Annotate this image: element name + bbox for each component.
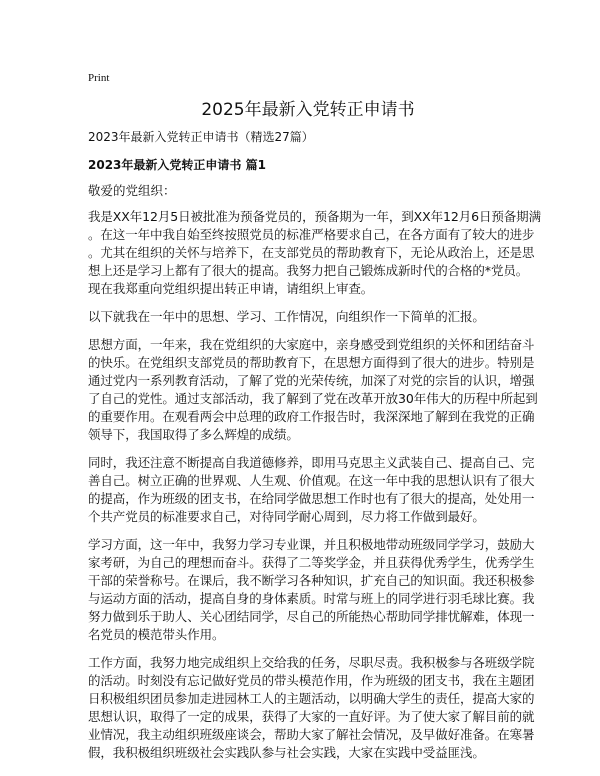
paragraph-line: 假，我积极组织班级社会实践队参与社会实践，大家在实践中受益匪浅。 <box>88 745 485 760</box>
paragraph <box>88 454 535 526</box>
paragraph-line: 与运动方面的活动，提高自身的身体素质。时常与班上的同学进行羽毛球比赛。我 <box>88 591 535 606</box>
greeting: 敬爱的党组织： <box>88 183 176 198</box>
paragraph-line: 的重要作用。在观看两会中总理的政府工作报告时，我深深地了解到在我党的正确 <box>88 409 535 424</box>
paragraph-line: 以下就我在一年中的思想、学习、工作情况，向组织作一下简单的汇报。 <box>88 309 485 324</box>
paragraph-line: 努力做到乐于助人、关心团结同学，尽自己的所能热心帮助同学排忧解难，体现一 <box>88 609 535 624</box>
paragraph-line: 善自己。树立正确的世界观、人生观、价值观。在这一年中我的思想认识有了很大 <box>88 473 535 488</box>
paragraph <box>88 336 538 444</box>
paragraph-line: 的快乐。在党组织支部党员的帮助教育下，在思想方面得到了很大的进步。特别是 <box>88 355 535 370</box>
paragraph-line: 的活动。时刻没有忘记做好党员的带头模范作用，作为班级的团支书，我在主题团 <box>88 673 535 688</box>
paragraph <box>88 208 541 298</box>
paragraph-line: 名党员的模范带头作用。 <box>88 627 225 642</box>
paragraph-line: 现在我郑重向党组织提出转正申请，请组织上审查。 <box>88 281 374 296</box>
paragraph <box>88 536 535 644</box>
paragraph-line: 学习方面，这一年中，我努力学习专业课，并且积极地带动班级同学学习，鼓励大 <box>88 537 535 552</box>
paragraph-line: 。在这一年中我自始至终按照党员的标准严格要求自己，在各方面有了较大的进步 <box>88 227 535 242</box>
paragraph-line: 我是XX年12月5日被批准为预备党员的，预备期为一年，到XX年12月6日预备期满 <box>88 209 541 224</box>
paragraph-line: 同时，我还注意不断提高自我道德修养，即用马克思主义武装自己、提高自己、完 <box>88 455 535 470</box>
paragraph-line: 思想方面，一年来，我在党组织的大家庭中，亲身感受到党组织的关怀和团结奋斗 <box>88 337 535 352</box>
paragraph-line: 个共产党员的标准要求自己，对待同学耐心周到，尽力将工作做到最好。 <box>88 509 485 524</box>
document-title: 2025年最新入党转正申请书 <box>201 100 415 120</box>
paragraph-line: 了自己的党性。通过支部活动，我了解到了党在改革开放30年伟大的历程中所起到 <box>88 391 538 406</box>
paragraph-line: 业情况，我主动组织班级座谈会，帮助大家了解社会情况，及早做好准备。在寒暑 <box>88 727 535 742</box>
paragraph-line: 领导下，我国取得了多么辉煌的成绩。 <box>88 427 299 442</box>
paragraph-line: 日积极组织团员参加走进园林工人的主题活动，以明确大学生的责任，提高大家的 <box>88 691 535 706</box>
paragraph <box>88 308 528 326</box>
paragraph-line: 通过党内一系列教育活动，了解了党的光荣传统，加深了对党的宗旨的认识，增强 <box>88 373 535 388</box>
paragraph-line: 想上还是学习上都有了很大的提高。我努力把自己锻炼成新时代的合格的*党员。 <box>88 263 529 278</box>
paragraph <box>88 654 535 762</box>
paragraph-line: 工作方面，我努力地完成组织上交给我的任务，尽职尽责。我积极参与各班级学院 <box>88 655 535 670</box>
document-subtitle: 2023年最新入党转正申请书（精选27篇） <box>88 130 314 144</box>
section-heading: 2023年最新入党转正申请书 篇1 <box>88 158 266 172</box>
paragraph-line: 家考研，为自己的理想而奋斗。获得了二等奖学金，并且获得优秀学生，优秀学生 <box>88 555 535 570</box>
paragraph-line: 干部的荣誉称号。在课后，我不断学习各种知识，扩充自己的知识面。我还积极参 <box>88 573 535 588</box>
print-label: Print <box>88 72 110 84</box>
paragraph-line: 。尤其在组织的关怀与培养下，在支部党员的帮助教育下，无论从政治上，还是思 <box>88 245 535 260</box>
paragraph-line: 的提高，作为班级的团支书，在给同学做思想工作时也有了很大的提高，处处用一 <box>88 491 535 506</box>
paragraph-line: 思想认识，取得了一定的成果，获得了大家的一直好评。为了使大家了解目前的就 <box>88 709 535 724</box>
document-page <box>88 70 541 772</box>
document-body <box>88 208 541 762</box>
